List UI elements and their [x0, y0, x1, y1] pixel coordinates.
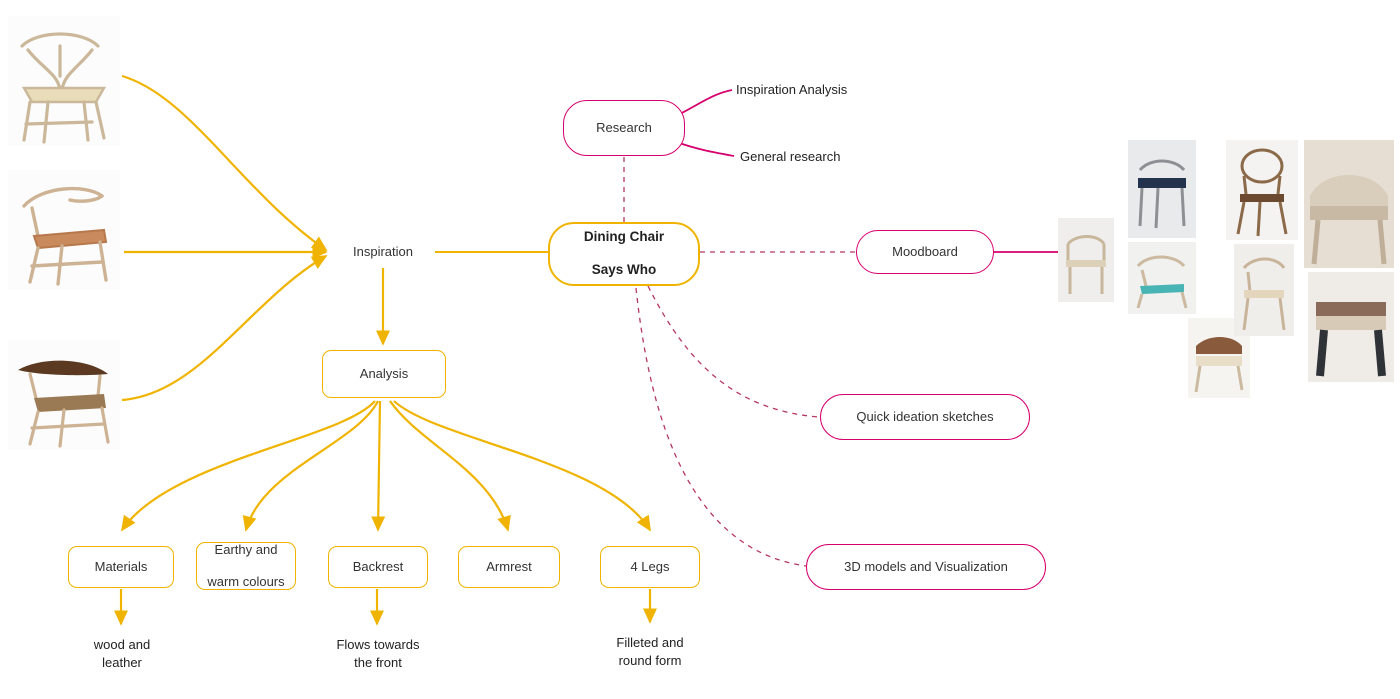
node-analysis[interactable] [322, 350, 446, 398]
node-center-line1: Dining Chair [583, 228, 665, 244]
node-4-legs-label: 4 Legs [630, 558, 670, 574]
node-research-label: Research [596, 119, 652, 135]
node-armrest-label: Armrest [486, 558, 532, 574]
leaf-4-legs-detail: Filleted and round form [616, 635, 684, 668]
node-backrest[interactable] [328, 546, 428, 588]
node-dining-chair-says-who[interactable] [548, 222, 700, 286]
node-earthy-line2: warm colours [207, 574, 285, 590]
node-earthy-line1: Earthy and [214, 541, 278, 557]
node-research[interactable] [563, 100, 685, 156]
node-3d-models-visualization[interactable] [806, 544, 1046, 590]
leaf-materials-detail: wood and leather [93, 637, 151, 670]
node-4-legs[interactable] [600, 546, 700, 588]
node-quick-ideation-sketches[interactable] [820, 394, 1030, 440]
node-moodboard-label: Moodboard [892, 243, 958, 259]
node-center-line2: Says Who [591, 262, 657, 278]
research-branch-general-research: General research [740, 149, 841, 164]
node-quick-ideation-label: Quick ideation sketches [856, 408, 994, 424]
node-earthy-warm-colours-text [207, 542, 284, 591]
node-materials-label: Materials [94, 558, 148, 574]
node-earthy-warm-colours[interactable] [196, 542, 296, 590]
research-branch-inspiration-analysis: Inspiration Analysis [736, 82, 848, 97]
node-inspiration[interactable] [331, 236, 435, 268]
leaf-backrest-detail: Flows towards the front [336, 637, 420, 670]
node-inspiration-label: Inspiration [353, 243, 413, 259]
node-backrest-label: Backrest [352, 558, 404, 574]
node-armrest[interactable] [458, 546, 560, 588]
node-center-text [584, 229, 664, 280]
node-materials[interactable] [68, 546, 174, 588]
node-moodboard[interactable] [856, 230, 994, 274]
node-3d-label: 3D models and Visualization [844, 558, 1008, 574]
node-analysis-label: Analysis [359, 365, 409, 381]
